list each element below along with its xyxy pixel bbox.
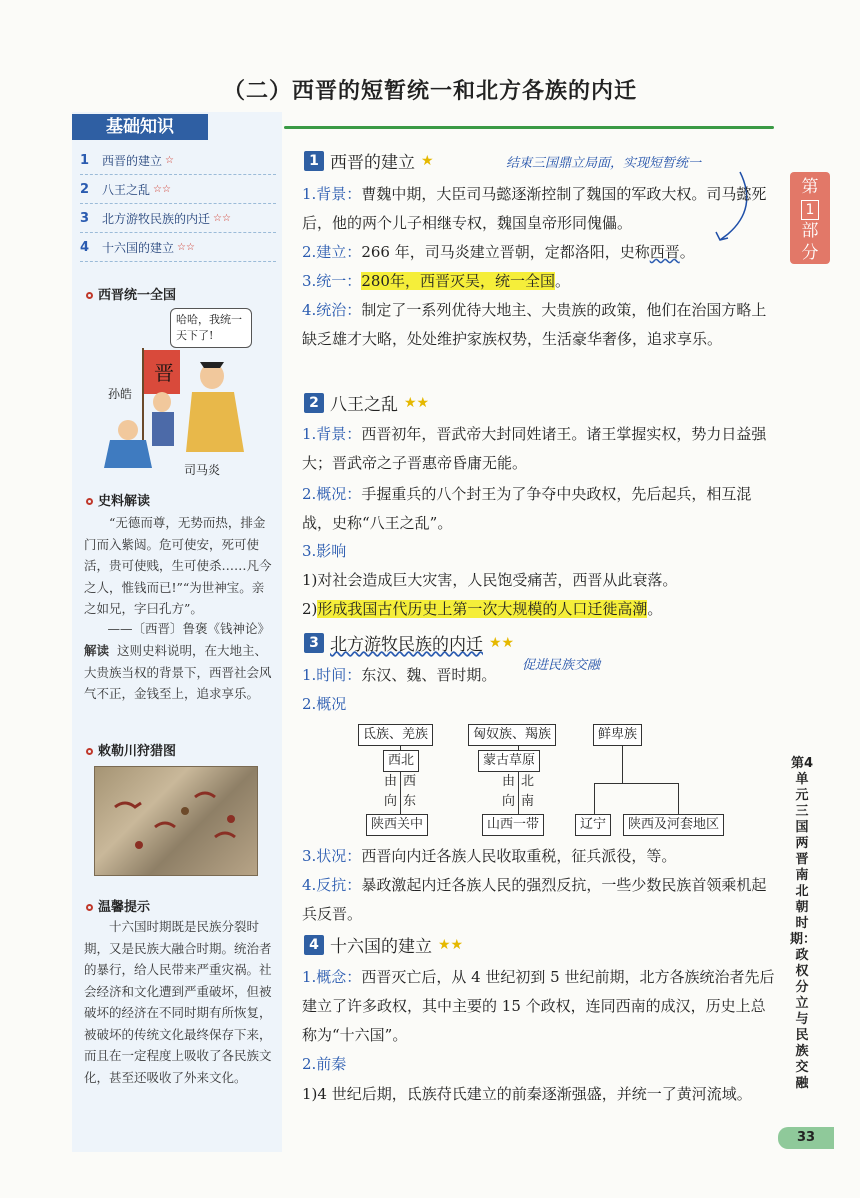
section-title: 北方游牧民族的内迁 (330, 635, 483, 655)
bullet-icon (86, 498, 93, 505)
section-number: 4 (304, 935, 324, 955)
name-simayan: 司马炎 (184, 463, 221, 477)
section-number: 3 (304, 633, 324, 653)
diagram-box: 匈奴族、羯族 (468, 724, 556, 746)
sidebar-heading-unify: 西晋统一全国 (86, 284, 176, 303)
toc-label: 十六国的建立 (102, 240, 175, 255)
para-zhuangkuang: 3.状况：西晋向内迁各族人民收取重税，征兵派役，等。 (302, 847, 677, 865)
part-tab: 第 1 部 分 (790, 172, 830, 264)
diagram-box: 鲜卑族 (593, 724, 642, 746)
star-icon: ☆ (165, 154, 174, 166)
section-title: 十六国的建立 (330, 937, 432, 957)
toc-item (80, 146, 276, 175)
diagram-connector (622, 745, 623, 783)
diagram-label: 向 (384, 794, 398, 809)
para-gaikuang: 2.概况：手握重兵的八个封王为了争夺中央政权，先后起兵，相互混战，史称“八王之乱”。 (302, 485, 752, 532)
diagram-arrow (594, 783, 595, 814)
toc-label: 八王之乱 (102, 182, 151, 197)
name-sunhao: 孙皓 (108, 387, 133, 401)
handwritten-note: 促进民族交融 (522, 658, 601, 673)
unit-vertical-label: 第4单元 三国两晋南北朝时期：政权分立与民族交融 (790, 756, 817, 1091)
star-icon: ☆☆ (213, 212, 231, 224)
page-number: 33 (778, 1127, 834, 1149)
star-icon: ★★ (489, 634, 515, 651)
para-bg: 1.背景：西晋初年，晋武帝大封同姓诸王。诸王掌握实权，势力日益强大；晋武帝之子晋惠帝昏庸无能。 (302, 425, 767, 472)
para-tongzhi: 4.统治：制定了一系列优待大地主、大贵族的政策，他们在治国方略上缺乏雄才大略，处处维护家族权势，生活豪华奢侈，追求享乐。 (302, 301, 767, 348)
diagram-box: 陕西关中 (366, 814, 428, 836)
star-icon: ☆☆ (153, 183, 171, 195)
toc-num: 2 (80, 181, 90, 197)
para-jianli: 2.建立：266 年，司马炎建立晋朝，定都洛阳，史称西晋。 (302, 243, 695, 261)
diagram-box: 氐族、羌族 (358, 724, 433, 746)
para-yingxiang-1: 1)对社会造成巨大灾害，人民饱受痛苦，西晋从此衰落。 (302, 571, 678, 589)
toc-label: 北方游牧民族的内迁 (102, 211, 211, 226)
sidebar-heading-painting: 敕勒川狩猎图 (86, 740, 176, 759)
toc-label: 西晋的建立 (102, 153, 163, 168)
diagram-connector (594, 783, 678, 784)
flag-text: 晋 (154, 361, 174, 385)
star-icon: ★★ (404, 394, 430, 411)
hunting-painting-image (94, 766, 258, 876)
section-heading (304, 932, 463, 957)
section-number: 2 (304, 393, 324, 413)
section-heading (304, 630, 514, 655)
para-fankang: 4.反抗：暴政激起内迁各族人民的强烈反抗，一些少数民族首领乘机起兵反晋。 (302, 876, 767, 923)
toc-num: 3 (80, 210, 90, 226)
toc-item (80, 175, 276, 204)
diagram-label: 西 (403, 774, 417, 789)
diagram-box: 陕西及河套地区 (623, 814, 724, 836)
bullet-icon (86, 904, 93, 911)
handwritten-note: 结束三国鼎立局面，实现短暂统一 (506, 156, 702, 171)
section-heading (304, 390, 429, 415)
header-divider (284, 126, 774, 129)
jiedu-text: 这则史料说明，在大地主、大贵族当权的背景下，西晋社会风气不正，金钱至上，追求享乐。 (84, 643, 272, 701)
cartoon-illustration (94, 302, 270, 480)
shiliao-source: ——〔西晋〕鲁褒《钱神论》 (107, 621, 270, 636)
para-yingxiang-label: 3.影响 (302, 542, 347, 560)
section-title: 西晋的建立 (330, 153, 415, 173)
diagram-box: 蒙古草原 (478, 750, 540, 772)
speech-bubble: 哈哈，我统一天下了! (170, 308, 252, 348)
bullet-icon (86, 292, 93, 299)
bullet-icon (86, 748, 93, 755)
para-gainian: 1.概念：西晋灭亡后，从 4 世纪初到 5 世纪前期，北方各族统治者先后建立了许多政权，其中主要的 15 个政权，连同西南的成汉，历史上总称为“十六国”。 (302, 968, 775, 1044)
toc-item (80, 204, 276, 233)
diagram-box: 辽宁 (575, 814, 611, 836)
section-title: 八王之乱 (330, 395, 398, 415)
para-qianqin-label: 2.前秦 (302, 1055, 347, 1073)
section-heading (304, 148, 434, 173)
diagram-arrow (678, 783, 679, 814)
diagram-label: 北 (521, 774, 535, 789)
star-icon: ★ (421, 152, 434, 169)
toc-list (80, 146, 276, 262)
diagram-label: 由 (502, 774, 516, 789)
diagram-label: 东 (403, 794, 417, 809)
toc-item (80, 233, 276, 262)
sidebar-heading-tip: 温馨提示 (86, 896, 150, 915)
para-shijian: 1.时间：东汉、魏、晋时期。 (302, 666, 497, 684)
diagram-arrow (400, 771, 401, 814)
toc-num: 4 (80, 239, 90, 255)
jiedu-label: 解读 (84, 643, 110, 658)
diagram-box: 西北 (383, 750, 419, 772)
sidebar-heading-shiliao: 史料解读 (86, 490, 150, 509)
sidebar-tab-label: 基础知识 (72, 114, 208, 140)
para-qianqin-1: 1)4 世纪后期，氐族苻氏建立的前秦逐渐强盛，并统一了黄河流域。 (302, 1085, 752, 1103)
para-yingxiang-2: 2)形成我国古代历史上第一次大规模的人口迁徙高潮。 (302, 600, 663, 618)
toc-num: 1 (80, 152, 90, 168)
star-icon: ★★ (438, 936, 464, 953)
diagram-label: 向 (502, 794, 516, 809)
shiliao-text: “无德而尊，无势而热，排金门而入紫闼。危可使安，死可使活，贵可使贱，生可使杀……凡今之人，惟钱而已!”“为世神宝。亲之如兄，字曰孔方”。 (84, 515, 272, 616)
diagram-label: 由 (384, 774, 398, 789)
star-icon: ☆☆ (177, 241, 195, 253)
jiedu-block (84, 640, 274, 705)
diagram-label: 南 (521, 794, 535, 809)
para-gaikuang-label: 2.概况 (302, 695, 347, 713)
page-title: （二）西晋的短暂统一和北方各族的内迁 (222, 79, 637, 104)
tip-text: 十六国时期既是民族分裂时期，又是民族大融合时期。统治者的暴行，给人民带来严重灾祸。社会经济和文化遭到严重破坏，但被破坏的经济在不同时期有所恢复，被破坏的传统文化最终保存下来，而且在一定程度上吸收了各民族文化，甚至还吸收了外来文化。 (84, 919, 272, 1085)
diagram-box: 山西一带 (482, 814, 544, 836)
section-number: 1 (304, 151, 324, 171)
para-bg: 1.背景：曹魏中期，大臣司马懿逐渐控制了魏国的军政大权。司马懿死后，他的两个儿子相继专权，魏国皇帝形同傀儡。 (302, 185, 767, 232)
para-tongyi: 3.统一：280年，西晋灭吴，统一全国。 (302, 272, 570, 290)
diagram-arrow (518, 771, 519, 814)
